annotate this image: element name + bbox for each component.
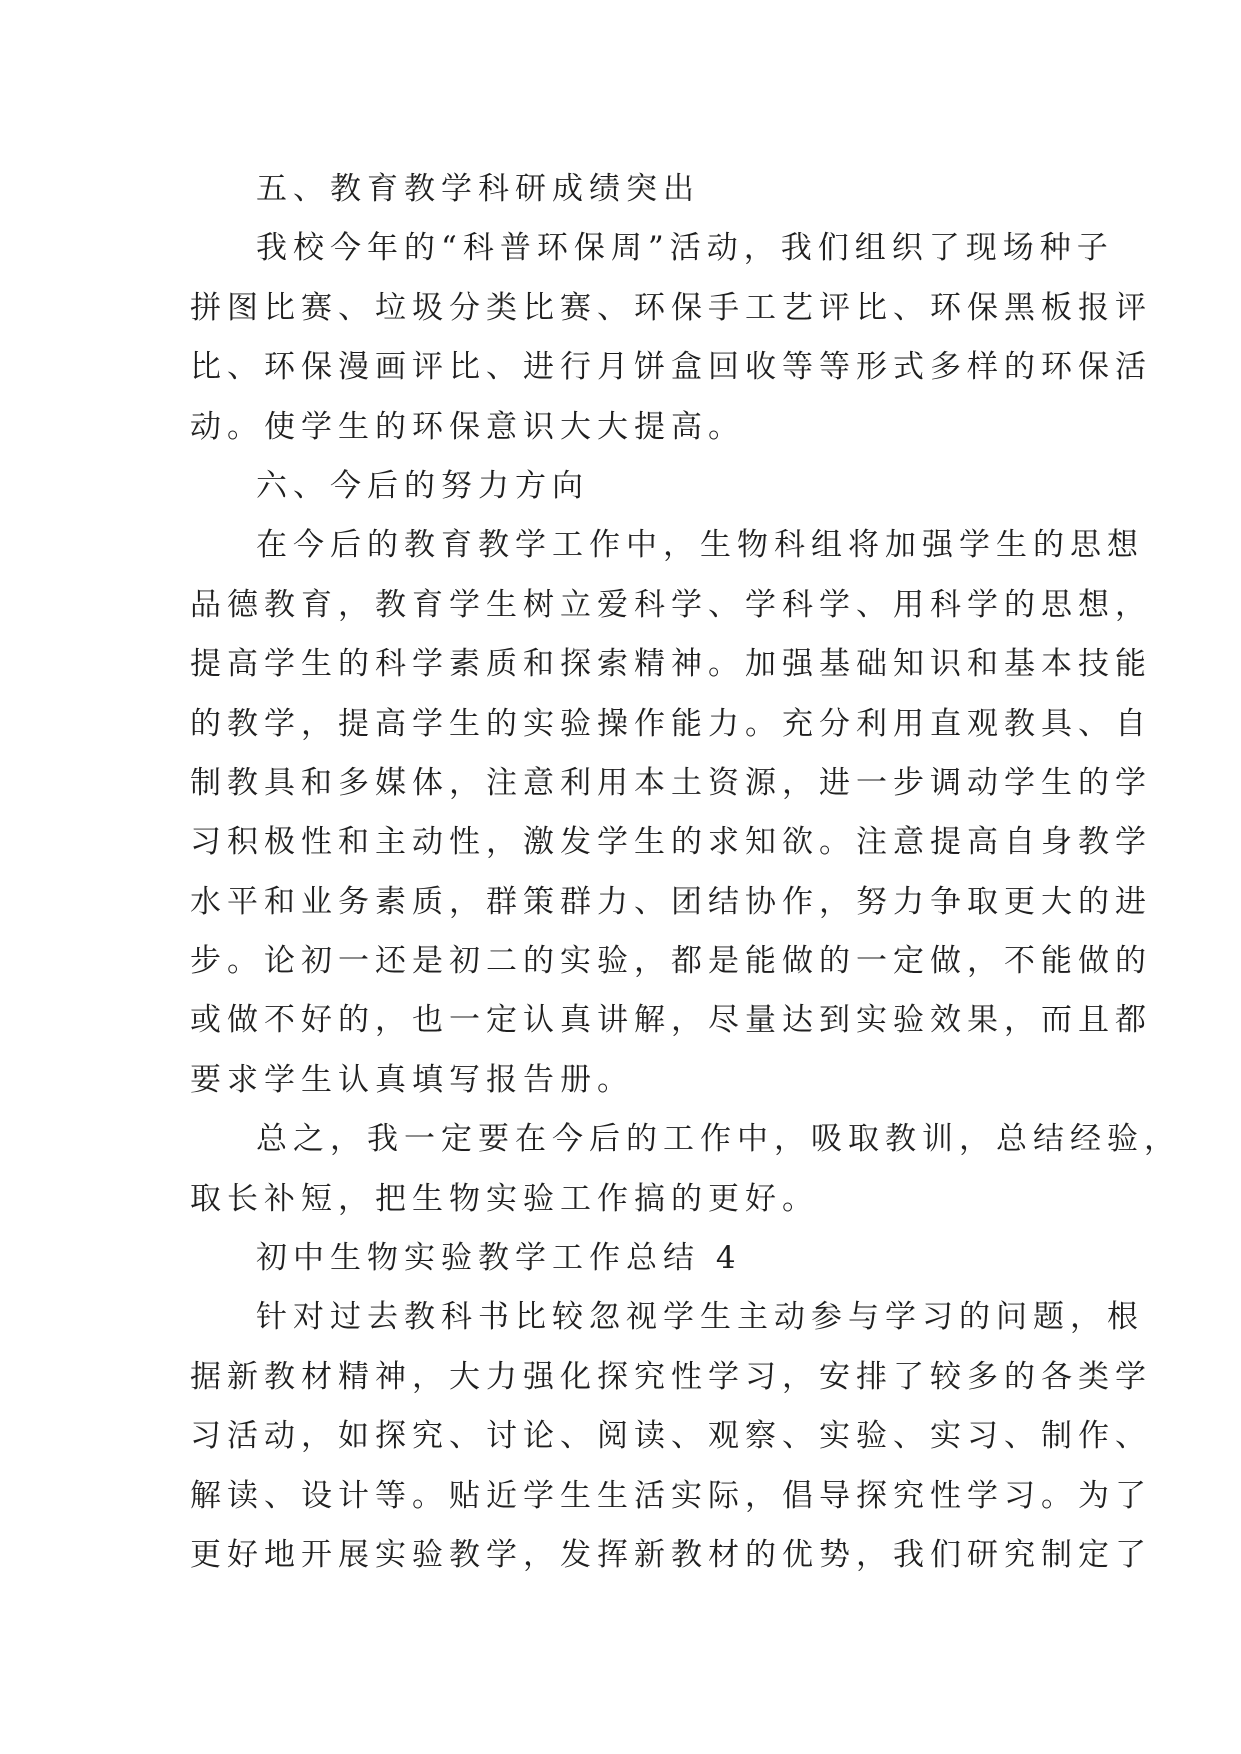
paragraph-line: 制教具和多媒体，注意利用本土资源，进一步调动学生的学	[190, 764, 1152, 801]
paragraph-line: 比、环保漫画评比、进行月饼盒回收等等形式多样的环保活	[190, 349, 1152, 386]
section-heading-6: 六、今后的努力方向	[256, 467, 589, 504]
paragraph-line: 的教学，提高学生的实验操作能力。充分利用直观教具、自	[190, 705, 1152, 742]
document-body	[190, 160, 1181, 1585]
paragraph-line: 要求学生认真填写报告册。	[190, 1061, 634, 1098]
section-heading-5: 五、教育教学科研成绩突出	[256, 171, 700, 207]
paragraph-line: 品德教育，教育学生树立爱科学、学科学、用科学的思想，	[190, 586, 1152, 623]
paragraph-line: 动。使学生的环保意识大大提高。	[190, 408, 745, 445]
paragraph-line: 步。论初一还是初二的实验，都是能做的一定做，不能做的	[190, 943, 1152, 980]
paragraph-line: 总之，我一定要在今后的工作中，吸取教训，总结经验，	[256, 1121, 1181, 1158]
paragraph-line: 拼图比赛、垃圾分类比赛、环保手工艺评比、环保黑板报评	[190, 289, 1152, 326]
paragraph-line: 水平和业务素质，群策群力、团结协作，努力争取更大的进	[190, 883, 1152, 920]
paragraph-line: 习活动，如探究、讨论、阅读、观察、实验、实习、制作、	[190, 1418, 1152, 1455]
paragraph-line: 针对过去教科书比较忽视学生主动参与学习的问题，根	[256, 1299, 1144, 1336]
paragraph-line: 更好地开展实验教学，发挥新教材的优势，我们研究制定了	[190, 1536, 1152, 1573]
summary-title: 初中生物实验教学工作总结 4	[256, 1240, 742, 1277]
paragraph-line: 或做不好的，也一定认真讲解，尽量达到实验效果，而且都	[190, 1002, 1152, 1039]
paragraph-line: 我校今年的“科普环保周”活动，我们组织了现场种子	[256, 230, 1114, 267]
paragraph-line: 习积极性和主动性，激发学生的求知欲。注意提高自身教学	[190, 824, 1152, 861]
paragraph-line: 取长补短，把生物实验工作搞的更好。	[190, 1180, 819, 1217]
paragraph-line: 在今后的教育教学工作中，生物科组将加强学生的思想	[256, 527, 1144, 564]
paragraph-line: 据新教材精神，大力强化探究性学习，安排了较多的各类学	[190, 1358, 1152, 1395]
paragraph-line: 提高学生的科学素质和探索精神。加强基础知识和基本技能	[190, 646, 1152, 683]
paragraph-line: 解读、设计等。贴近学生生活实际，倡导探究性学习。为了	[190, 1477, 1152, 1514]
